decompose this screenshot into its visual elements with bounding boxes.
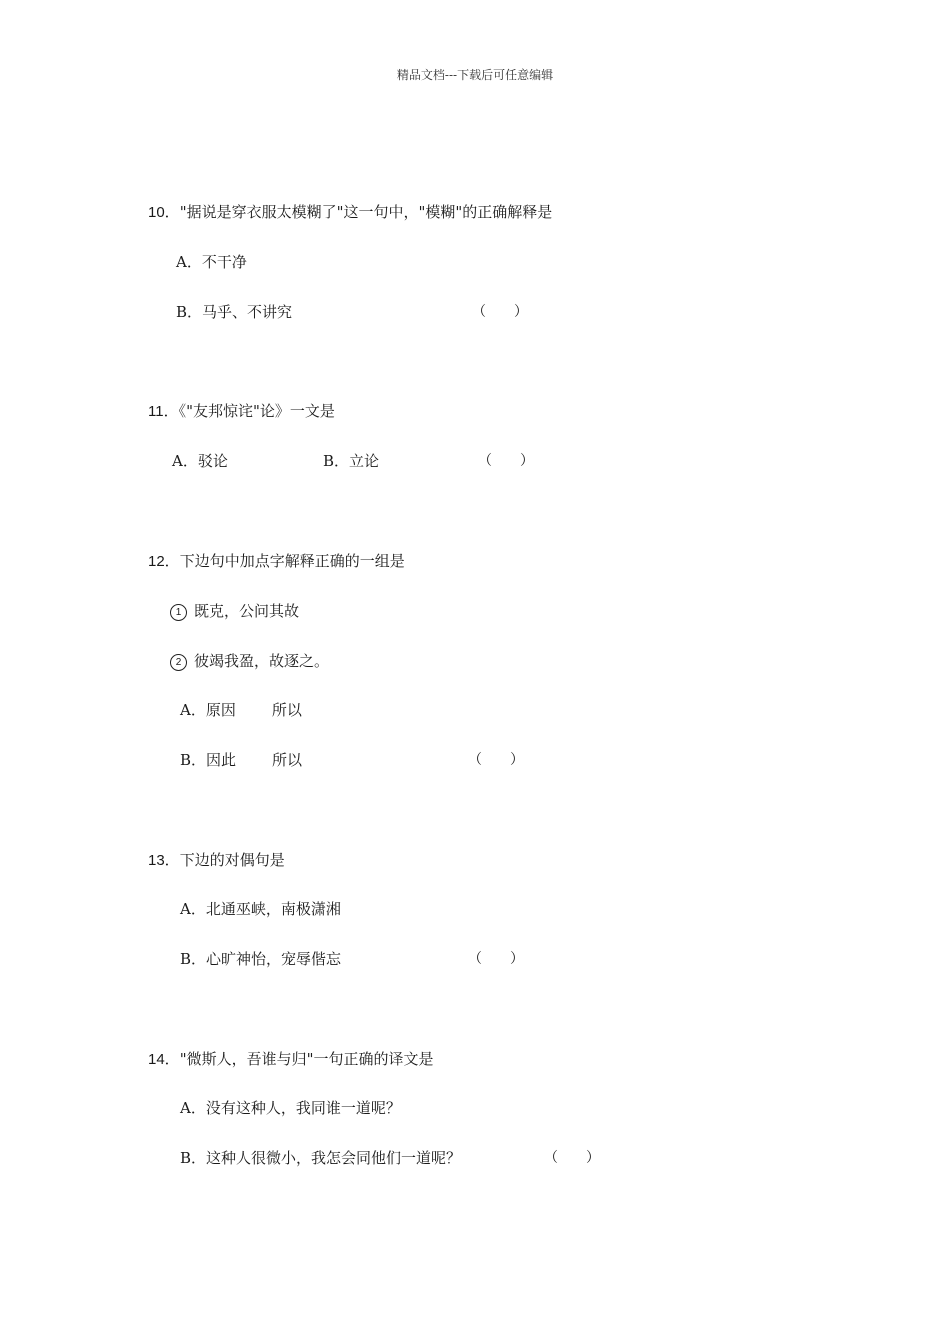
- option-text: 心旷神怡，宠辱偕忘: [206, 950, 342, 968]
- question-14-answer-blank: （ ）: [544, 1150, 600, 1166]
- question-14-option-b: [180, 1148, 461, 1168]
- question-13-stem: [148, 850, 285, 871]
- option-label: B．: [180, 751, 207, 769]
- option-label: A．: [176, 253, 202, 271]
- question-13-option-b: [180, 949, 341, 969]
- option-text-2: 所以: [271, 701, 302, 719]
- question-text: 下边的对偶句是: [179, 851, 285, 869]
- circled-number: 1: [170, 604, 187, 621]
- option-text: 北通巫峡，南极潇湘: [205, 900, 341, 918]
- question-text: 下边句中加点字解释正确的一组是: [179, 552, 405, 570]
- option-text: 原因: [205, 701, 236, 719]
- question-12-option-a: [180, 700, 302, 720]
- question-11-stem: [148, 401, 335, 422]
- option-label: A．: [180, 701, 206, 719]
- circled-number: 2: [170, 654, 187, 671]
- question-text: "微斯人，吾谁与归"一句正确的译文是: [179, 1050, 434, 1068]
- option-text-2: 所以: [272, 751, 303, 769]
- option-text: 不干净: [201, 253, 247, 271]
- sentence-text: 既克，公问其故: [194, 602, 300, 620]
- question-10-option-a: [176, 252, 247, 272]
- option-label: B．: [176, 303, 203, 321]
- option-text: 没有这种人，我同谁一道呢？: [205, 1099, 401, 1117]
- question-14-option-a: [180, 1098, 401, 1118]
- sentence-text: 彼竭我盈，故逐之。: [194, 652, 330, 670]
- question-number: 10．: [148, 204, 180, 221]
- question-11-option-a: [172, 451, 228, 471]
- option-label: A．: [180, 1099, 206, 1117]
- question-11-answer-blank: （ ）: [478, 453, 534, 469]
- option-label: B．: [180, 950, 207, 968]
- option-label: A．: [180, 900, 206, 918]
- question-12-option-b: [180, 750, 302, 770]
- question-number: 13．: [148, 852, 180, 869]
- question-13-answer-blank: （ ）: [468, 951, 524, 967]
- option-label: B．: [323, 452, 350, 470]
- option-text: 这种人很微小，我怎会同他们一道呢？: [206, 1149, 462, 1167]
- option-text: 马乎、不讲究: [202, 303, 293, 321]
- question-14-stem: [148, 1049, 434, 1070]
- question-10-answer-blank: （ ）: [472, 304, 528, 320]
- option-label: B．: [180, 1149, 207, 1167]
- page-header: 精品文档---下载后可任意编辑: [396, 68, 554, 82]
- question-13-option-a: [180, 899, 341, 919]
- option-label: A．: [172, 452, 198, 470]
- question-12-stem: [148, 551, 405, 572]
- option-text: 因此: [206, 751, 237, 769]
- option-text: 驳论: [197, 452, 228, 470]
- question-text: "据说是穿衣服太模糊了"这一句中，"模糊"的正确解释是: [179, 203, 553, 221]
- question-number: 14．: [148, 1051, 180, 1068]
- question-12-sentence-1: [170, 601, 299, 621]
- option-text: 立论: [349, 452, 380, 470]
- question-10-option-b: [176, 302, 292, 322]
- question-12-sentence-2: [170, 651, 329, 671]
- question-11-option-b: [323, 451, 379, 471]
- question-12-answer-blank: （ ）: [468, 752, 524, 768]
- question-text: 《"友邦惊诧"论》一文是: [178, 402, 335, 420]
- question-number: 12．: [148, 553, 180, 570]
- question-10-stem: [148, 202, 552, 223]
- question-number: 11．: [148, 403, 179, 420]
